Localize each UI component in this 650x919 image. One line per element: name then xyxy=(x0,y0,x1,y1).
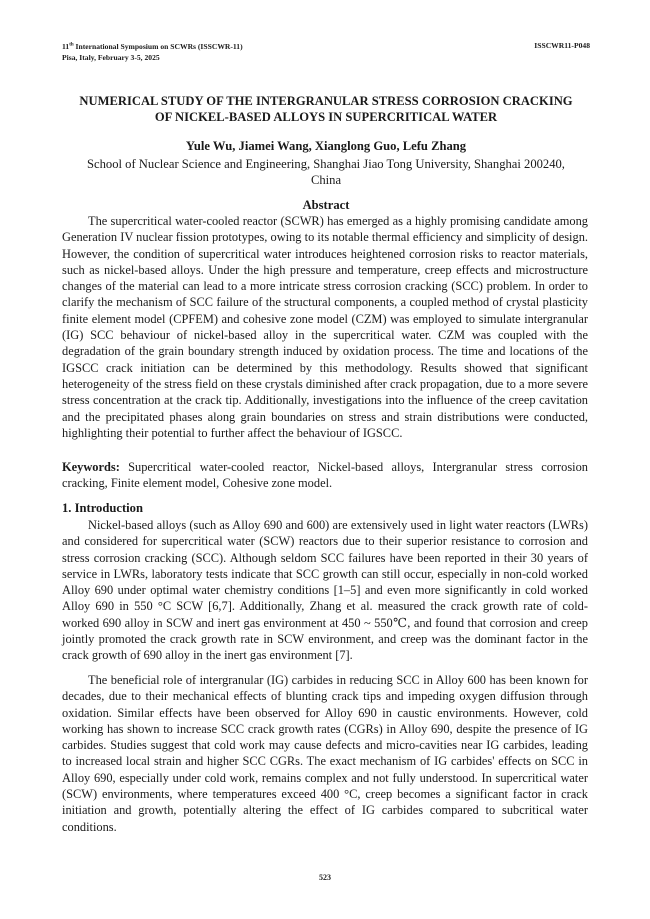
title-line-1: NUMERICAL STUDY OF THE INTERGRANULAR STRESS CORROSION CRACKING xyxy=(79,94,573,108)
affiliation-line-1: School of Nuclear Science and Engineering, Shanghai Jiao Tong University, Shanghai 200240, xyxy=(87,157,565,171)
page-number: 523 xyxy=(319,873,331,882)
paper-title xyxy=(56,93,596,125)
keywords-label: Keywords: xyxy=(62,460,120,474)
conference-header xyxy=(62,41,243,63)
paper-id: ISSCWR11-P048 xyxy=(534,41,590,50)
affiliation xyxy=(56,156,596,188)
keywords-text: Supercritical water-cooled reactor, Nickel-based alloys, Intergranular stress corrosion cracking, Finite element model, Cohesive zone model. xyxy=(62,460,588,491)
title-line-2: OF NICKEL-BASED ALLOYS IN SUPERCRITICAL WATER xyxy=(154,110,498,124)
keywords xyxy=(62,459,588,492)
author-list: Yule Wu, Jiamei Wang, Xianglong Guo, Lefu Zhang xyxy=(185,139,467,153)
introduction-paragraph-2: The beneficial role of intergranular (IG) carbides in reducing SCC in Alloy 600 has been known for decades, due to their mechanical effects of blunting crack tips and impeding oxygen diffusion through oxidation. Similar effects have been observed for Alloy 690 in caustic environments. However, cold working has shown to increase SCC crack growth rates (CGRs) in Alloy 690, despite the presence of IG carbides. Studies suggest that cold work may cause defects and micro-cavities near IG carbides, leading to increased local strain and higher SCC CGRs. The exact mechanism of IG carbides' effects on SCC in Alloy 690, especially under cold work, remains complex and not fully understood. In supercritical water (SCW) environments, where temperatures exceed 400 °C, creep becomes a significant factor in crack initiation and growth, potentially altering the effect of IG carbides compared to subcritical water conditions. xyxy=(62,673,588,834)
abstract-heading: Abstract xyxy=(302,198,350,212)
conference-location: Pisa, Italy, February 3-5, 2025 xyxy=(62,53,160,62)
abstract-text: The supercritical water-cooled reactor (SCWR) has emerged as a highly promising candidate among Generation IV nuclear fission prototypes, owing to its notable thermal efficiency and simplicity of design. However, the condition of supercritical water introduces heightened corrosion risks to reactor materials, such as nickel-based alloys. Under the high pressure and temperature, creep effects and microstructure changes of the material can lead to a more intricate stress corrosion cracking (SCC) problem. In order to clarify the mechanism of SCC failure of the structural components, a coupled method of crystal plasticity finite element model (CPFEM) and cohesive zone model (CZM) was employed to simulate intergranular (IG) SCC behaviour of nickel-based alloy in the supercritical water. CZM was coupled with the degradation of the grain boundary strength induced by oxidation process. The time and locations of the IGSCC crack initiation can be determined by this methodology. Results showed that significant heterogeneity of the stress field on these crystals diminished after crack propagation, due to a more severe stress concentration at the crack tip. Additionally, investigations into the influence of the creep cavitation and the precipitated phases along grain boundaries on stress and strain distributions were conducted, highlighting their potential to further affect the behaviour of IGSCC. xyxy=(62,214,588,440)
section-heading-introduction: 1. Introduction xyxy=(62,501,143,515)
affiliation-line-2: China xyxy=(310,173,342,187)
conference-name: 11th International Symposium on SCWRs (ISSCWR-11) xyxy=(62,42,243,51)
introduction-paragraph-1: Nickel-based alloys (such as Alloy 690 and 600) are extensively used in light water reactors (LWRs) and considered for supercritical water (SCW) reactors due to their superior resistance to corrosion and stress corrosion cracking (SCC). Although seldom SCC failures have been reported in their 30 years of service in LWRs, laboratory tests indicate that SCC growth can still occur, especially in non-cold worked Alloy 690 under optimal water chemistry conditions [1–5] and even more significantly in cold worked Alloy 690 in 550 °C SCW [6,7]. Additionally, Zhang et al. measured the crack growth rate of cold-worked 690 alloy in SCW and inert gas environment at 450 ~ 550℃, and found that corrosion and creep jointly promoted the crack growth rate in SCW environment, and creep was the dominant factor in the crack growth of 690 alloy in the inert gas environment [7]. xyxy=(62,518,588,663)
